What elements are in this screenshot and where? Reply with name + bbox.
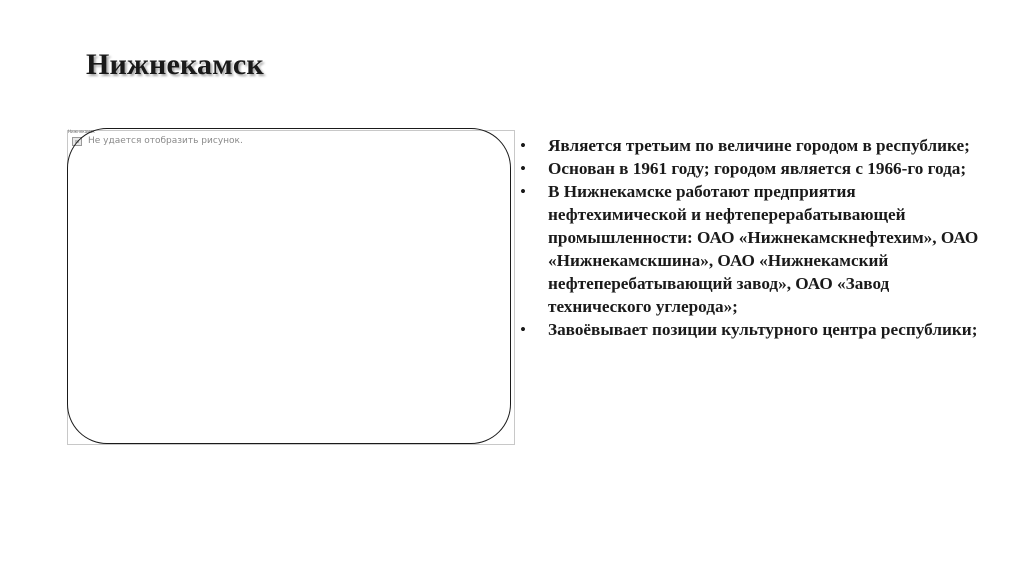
bullet-text: Основан в 1961 году; городом является с 1966-го года; [548,159,967,178]
bullet-text: Является третьим по величине городом в республике; [548,136,970,155]
image-alt-label: Нижнекамск [68,129,95,134]
bullet-list [520,134,990,341]
bullet-item [520,180,990,318]
bullet-text: В Нижнекамске работают предприятия нефтехимической и нефтеперерабатывающей промышленности: ОАО «Нижнекамскнефтехим», ОАО «Нижнекамскшина», ОАО «Нижнекамский нефтеперебатывающий завод», ОАО «Завод технического углерода»; [548,182,979,316]
slide-title: Нижнекамск [86,48,264,81]
rounded-frame [67,128,511,444]
bullet-item [520,157,990,180]
bullet-text: Завоёвывает позиции культурного центра республики; [548,320,978,339]
image-error-text: Не удается отобразить рисунок. [88,136,243,146]
bullet-marker: • [520,136,527,155]
bullet-item [520,318,990,341]
bullet-item [520,134,990,157]
bullet-marker: • [520,159,527,178]
bullet-marker: • [520,320,527,339]
bullet-marker: • [520,182,527,201]
